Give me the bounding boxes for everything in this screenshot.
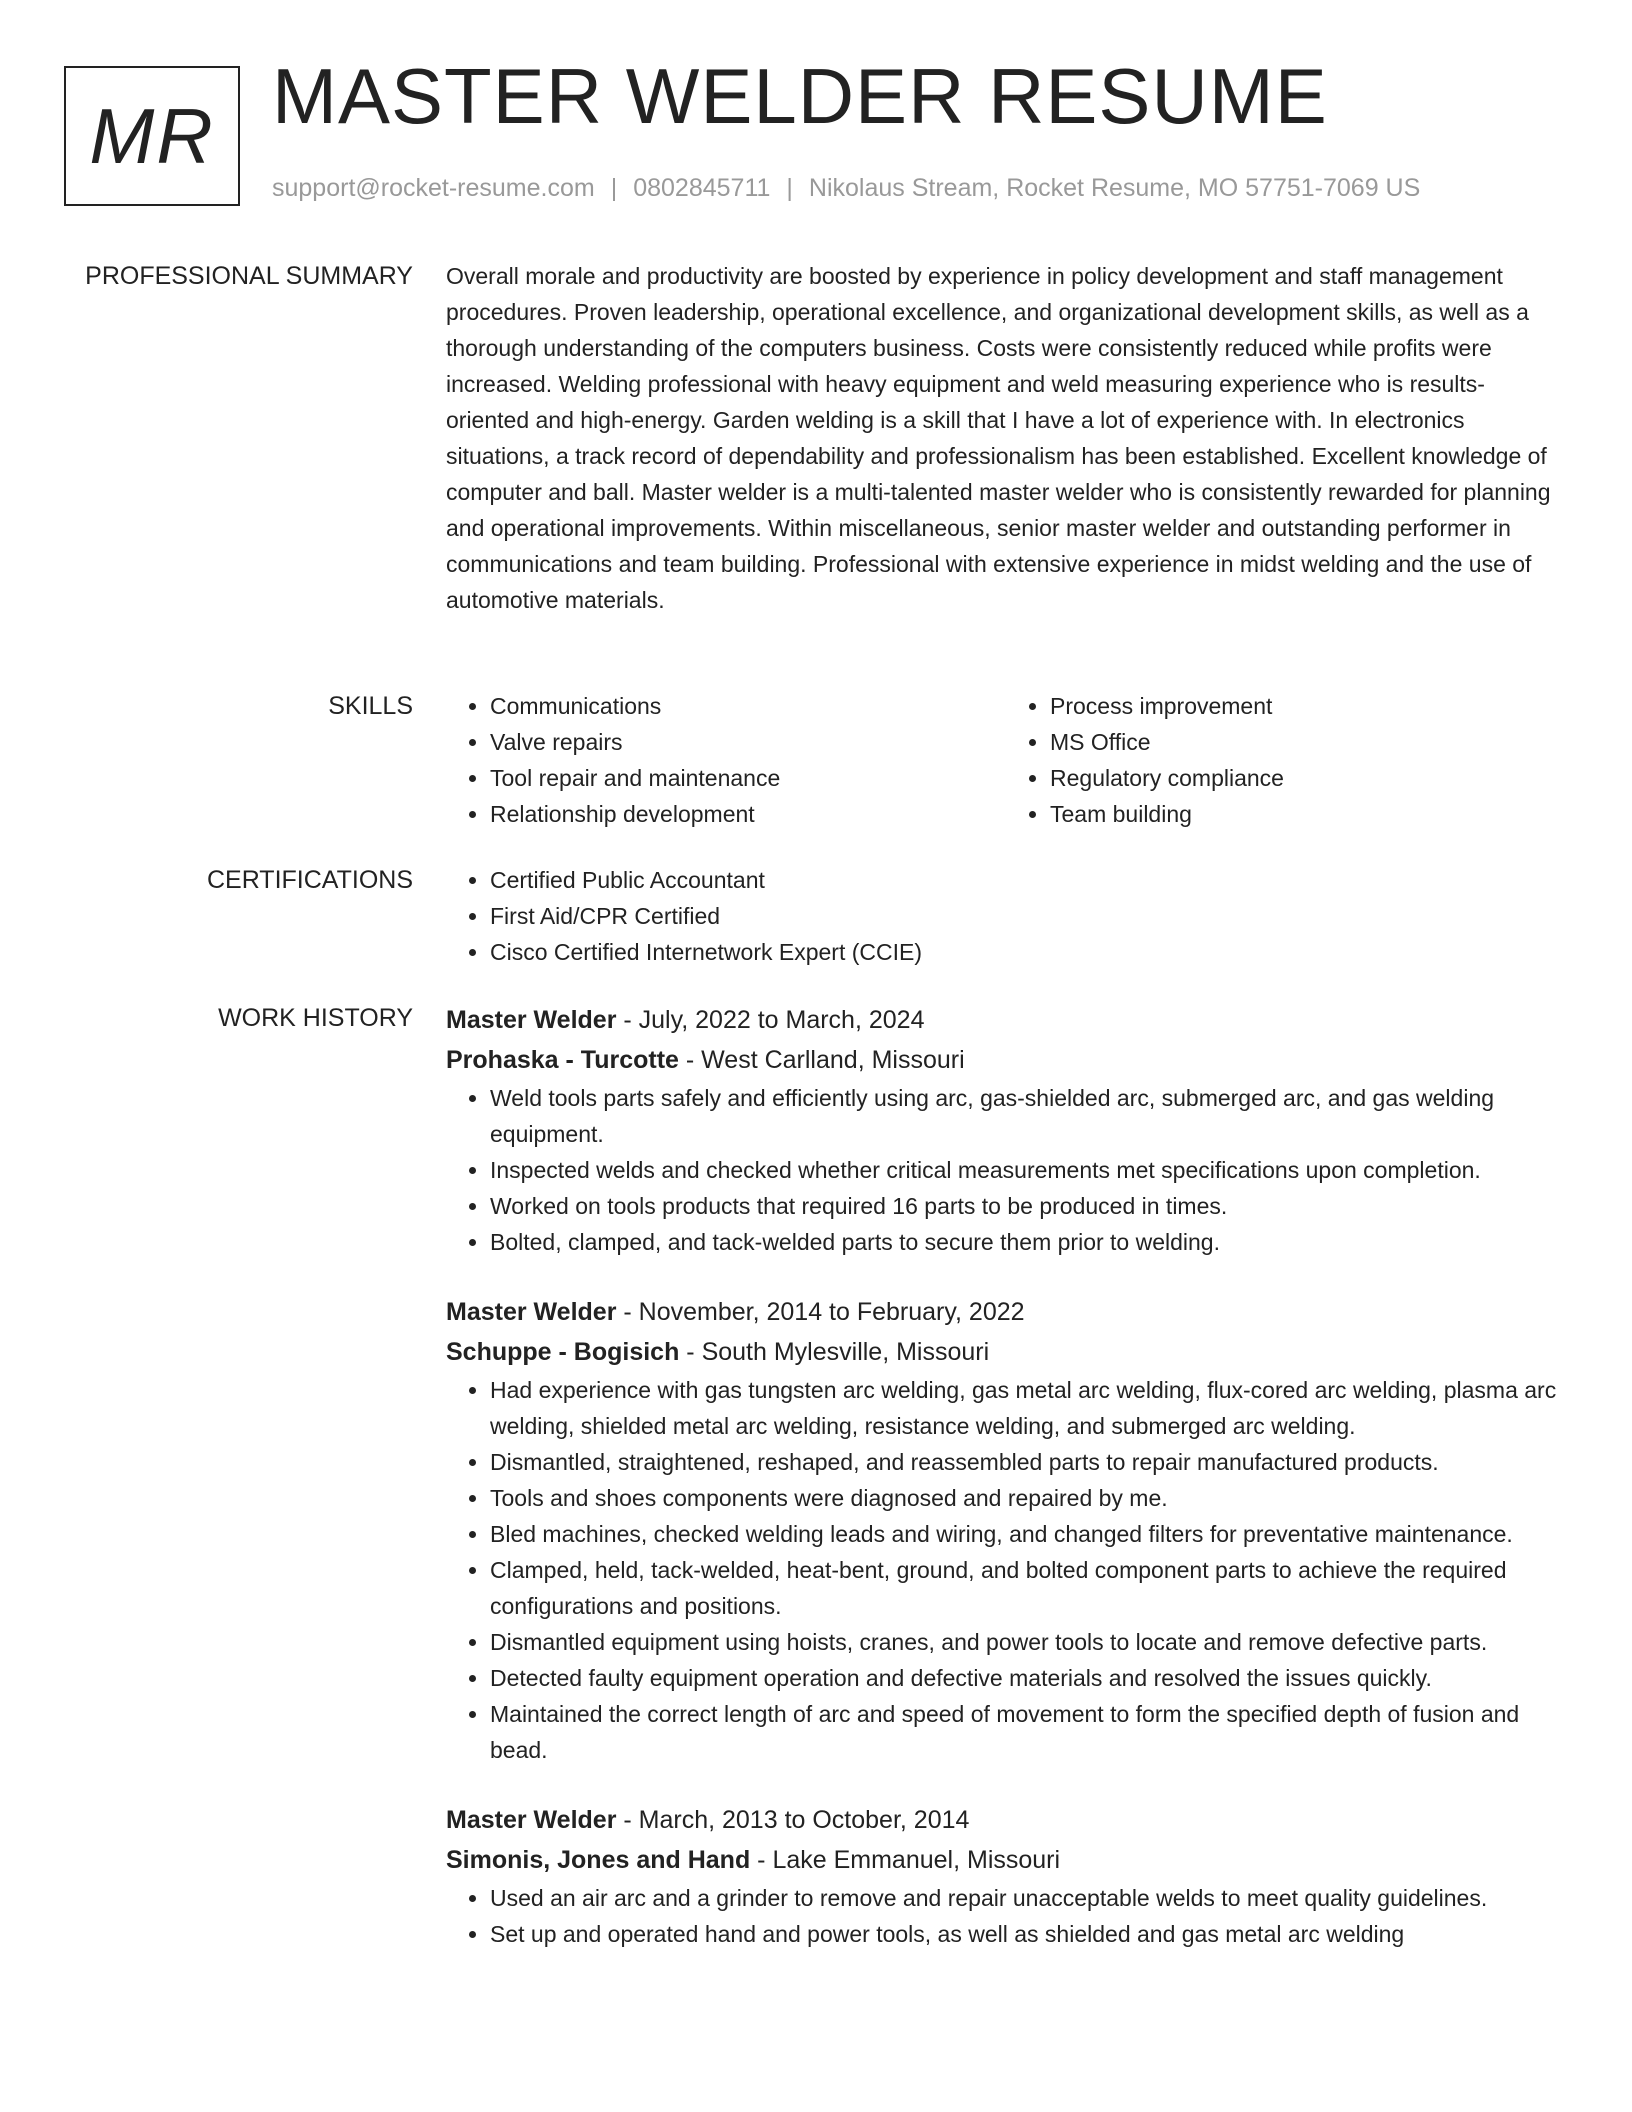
job-company: Prohaska - Turcotte xyxy=(446,1046,679,1074)
contact-separator: | xyxy=(610,174,618,202)
section-label-skills: SKILLS xyxy=(328,692,413,720)
summary-body xyxy=(446,258,1566,618)
job-bullet: • Dismantled, straightened, reshaped, and reassembled parts to repair manufactured products. xyxy=(490,1444,1566,1480)
job-bullet: • Weld tools parts safely and efficiently using arc, gas-shielded arc, submerged arc, and gas welding equipment. xyxy=(490,1080,1566,1152)
contact-email[interactable]: support@rocket-resume.com xyxy=(272,174,595,202)
skill-item: • Valve repairs xyxy=(490,724,1006,760)
summary-text: Overall morale and productivity are boosted by experience in policy development and staff management procedures. Proven leadership, operational excellence, and organizational development skills, as well as a thorough understanding of the computers business. Costs were consistently reduced while profits were increased. Welding professional with heavy equipment and weld measuring experience who is results-oriented and high-energy. Garden welding is a skill that I have a lot of experience with. In electronics situations, a track record of dependability and professionalism has been established. Excellent knowledge of computer and ball. Master welder is a multi-talented master welder who is consistently rewarded for planning and operational improvements. Within miscellaneous, senior master welder and outstanding performer in communications and team building. Professional with extensive experience in midst welding and the use of automotive materials. xyxy=(446,263,1551,613)
job-company-line xyxy=(446,1040,1566,1080)
job-company: Schuppe - Bogisich xyxy=(446,1338,680,1366)
job-dates: - July, 2022 to March, 2024 xyxy=(616,1006,925,1034)
skill-item: • Communications xyxy=(490,688,1006,724)
contact-phone[interactable]: 0802845711 xyxy=(633,174,771,202)
job-title-line xyxy=(446,1000,1566,1040)
job-company-line xyxy=(446,1332,1566,1372)
job-company: Simonis, Jones and Hand xyxy=(446,1846,751,1874)
certification-item: • First Aid/CPR Certified xyxy=(490,898,1566,934)
skill-item: • MS Office xyxy=(1050,724,1566,760)
job-bullet: • Used an air arc and a grinder to remove and repair unacceptable welds to meet quality guidelines. xyxy=(490,1880,1566,1916)
job-bullet: • Inspected welds and checked whether critical measurements met specifications upon completion. xyxy=(490,1152,1566,1188)
job-title-line xyxy=(446,1800,1566,1840)
certifications-body xyxy=(446,862,1566,970)
work-history-body xyxy=(446,1000,1566,1984)
skills-columns xyxy=(446,688,1566,832)
job-title: Master Welder xyxy=(446,1298,617,1326)
job-entry xyxy=(446,1800,1566,1952)
job-title: Master Welder xyxy=(446,1806,617,1834)
job-bullets xyxy=(446,1880,1566,1952)
skill-item: • Tool repair and maintenance xyxy=(490,760,1006,796)
skill-item: • Process improvement xyxy=(1050,688,1566,724)
job-dates: - March, 2013 to October, 2014 xyxy=(616,1806,970,1834)
job-bullets xyxy=(446,1372,1566,1768)
skills-body xyxy=(446,688,1566,832)
skills-list-left xyxy=(446,688,1006,832)
job-bullet: • Tools and shoes components were diagnosed and repaired by me. xyxy=(490,1480,1566,1516)
monogram-logo: MR xyxy=(64,66,240,206)
certification-item: • Cisco Certified Internetwork Expert (CCIE) xyxy=(490,934,1566,970)
skills-list-right xyxy=(1006,688,1566,832)
job-entry xyxy=(446,1292,1566,1768)
job-title: Master Welder xyxy=(446,1006,617,1034)
job-bullet: • Clamped, held, tack-welded, heat-bent, ground, and bolted component parts to achieve the required configurations and positions. xyxy=(490,1552,1566,1624)
job-bullet: • Worked on tools products that required 16 parts to be produced in times. xyxy=(490,1188,1566,1224)
job-entry xyxy=(446,1000,1566,1260)
job-location: - Lake Emmanuel, Missouri xyxy=(750,1846,1061,1874)
job-dates: - November, 2014 to February, 2022 xyxy=(616,1298,1025,1326)
contact-address: Nikolaus Stream, Rocket Resume, MO 57751-7069 US xyxy=(808,174,1421,202)
section-label-summary: PROFESSIONAL SUMMARY xyxy=(85,262,413,290)
job-title-line xyxy=(446,1292,1566,1332)
job-bullet: • Set up and operated hand and power tools, as well as shielded and gas metal arc welding xyxy=(490,1916,1566,1952)
contact-line xyxy=(272,174,1420,203)
job-location: - West Carlland, Missouri xyxy=(678,1046,965,1074)
job-bullet: • Maintained the correct length of arc and speed of movement to form the specified depth of fusion and bead. xyxy=(490,1696,1566,1768)
job-bullet: • Bled machines, checked welding leads and wiring, and changed filters for preventative maintenance. xyxy=(490,1516,1566,1552)
resume-title: MASTER WELDER RESUME xyxy=(272,52,1328,140)
job-location: - South Mylesville, Missouri xyxy=(679,1338,990,1366)
certifications-list xyxy=(446,862,1566,970)
job-bullets xyxy=(446,1080,1566,1260)
job-bullet: • Dismantled equipment using hoists, cranes, and power tools to locate and remove defective parts. xyxy=(490,1624,1566,1660)
skill-item: • Regulatory compliance xyxy=(1050,760,1566,796)
job-bullet: • Had experience with gas tungsten arc welding, gas metal arc welding, flux-cored arc welding, plasma arc welding, shielded metal arc welding, resistance welding, and submerged arc welding. xyxy=(490,1372,1566,1444)
certification-item: • Certified Public Accountant xyxy=(490,862,1566,898)
job-bullet: • Detected faulty equipment operation and defective materials and resolved the issues quickly. xyxy=(490,1660,1566,1696)
job-bullet: • Bolted, clamped, and tack-welded parts to secure them prior to welding. xyxy=(490,1224,1566,1260)
contact-separator: | xyxy=(786,174,793,202)
skill-item: • Team building xyxy=(1050,796,1566,832)
job-company-line xyxy=(446,1840,1566,1880)
skill-item: • Relationship development xyxy=(490,796,1006,832)
section-label-work-history: WORK HISTORY xyxy=(218,1004,413,1032)
section-label-certifications: CERTIFICATIONS xyxy=(206,866,413,894)
